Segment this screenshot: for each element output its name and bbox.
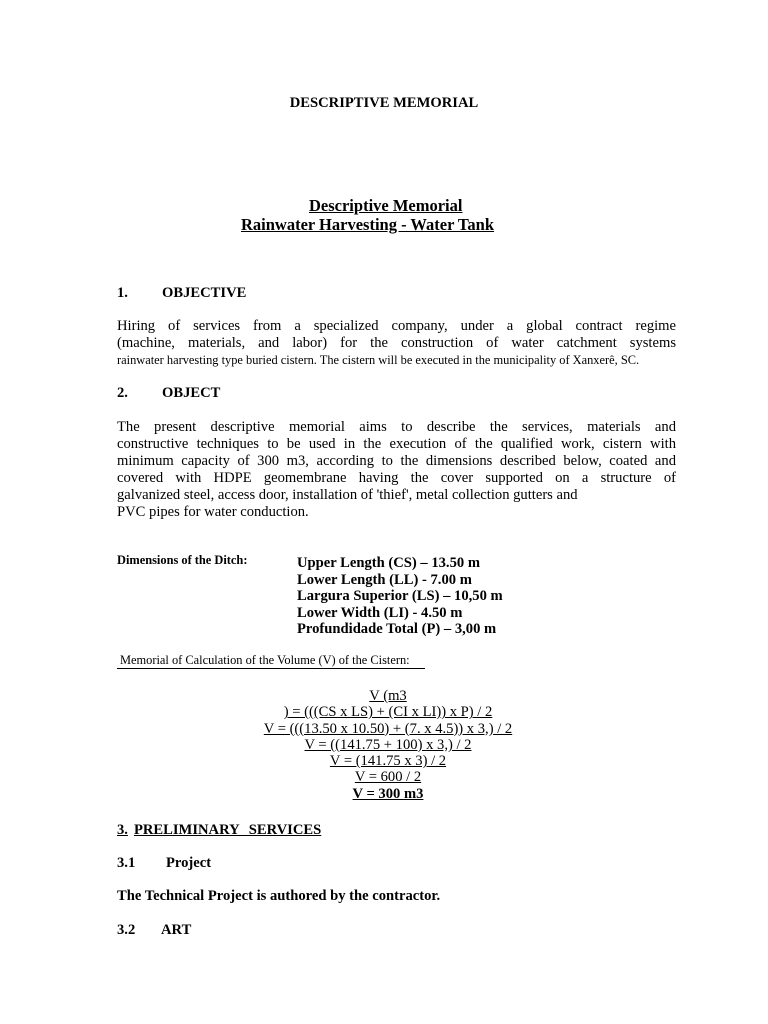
doc-title-line1 [309,196,462,215]
calc-line [0,688,768,704]
object-line: covered with HDPE geomembrane having the cover supported on a structure of [117,470,676,486]
doc-title-line2 [241,215,518,234]
calc-line [0,704,768,720]
dimension-item: Lower Width (LI) - 4.50 m [297,604,463,621]
header-title: DESCRIPTIVE MEMORIAL [289,95,479,111]
object-paragraph [117,419,676,521]
section-objective-title: OBJECTIVE [162,285,247,301]
calc-line [0,737,768,753]
doc-title-line2-text: Rainwater Harvesting - Water Tank [241,215,495,234]
subsection-project-text: The Technical Project is authored by the contractor. [117,888,441,904]
dimension-item: Lower Length (LL) - 7.00 m [297,571,472,588]
section-preliminary-number: 3. [117,822,128,838]
subsection-project-title: Project [166,855,212,871]
calc-line-text: ) = (((CS x LS) + (CI x LI)) x P) / 2 [283,704,493,721]
dimensions-list [297,555,503,638]
objective-line: rainwater harvesting type buried cistern. The cistern will be executed in the municipality of Xanxerê, SC. [117,353,640,367]
subsection-art-number: 3.2 [117,922,136,938]
section-objective-number: 1. [117,285,128,301]
calc-line [0,769,768,785]
calc-line-text: V (m3 [369,688,407,704]
calc-result-text: V = 300 m3 [352,785,424,802]
object-line: galvanized steel, access door, installation of 'thief', metal collection gutters and [117,487,578,503]
calc-line-text: V = ((141.75 + 100) x 3,) / 2 [304,736,472,753]
section-preliminary-heading [117,822,325,839]
doc-title-line1-text: Descriptive Memorial [309,196,463,215]
objective-paragraph [117,318,676,369]
objective-line: (machine, materials, and labor) for the construction of water catchment systems [117,335,676,351]
object-line: minimum capacity of 300 m3, according to the dimensions described below, coated and [117,453,676,469]
dimensions-label: Dimensions of the Ditch: [117,553,248,567]
section-object-number: 2. [117,385,128,401]
subsection-art-title: ART [161,922,192,938]
calc-line-text: V = (141.75 x 3) / 2 [329,753,447,770]
section-object-title: OBJECT [162,385,221,401]
dimension-item: Upper Length (CS) – 13.50 m [297,555,480,571]
objective-line: Hiring of services from a specialized company, under a global contract regime [117,318,676,334]
calc-line [0,753,768,769]
dimension-item: Largura Superior (LS) – 10,50 m [297,588,503,604]
object-line: constructive techniques to be used in the execution of the qualified work, cistern with [117,436,676,452]
calculation-block [0,688,768,802]
calculation-title: Memorial of Calculation of the Volume (V) of the Cistern: [117,653,425,669]
section-preliminary-title: PRELIMINARY SERVICES [133,822,322,838]
dimension-item: Profundidade Total (P) – 3,00 m [297,621,497,637]
calc-line [0,721,768,737]
calc-line-text: V = 600 / 2 [354,769,422,786]
calc-line-text: V = (((13.50 x 10.50) + (7. x 4.5)) x 3,) / 2 [263,720,513,737]
object-line: PVC pipes for water conduction. [117,504,309,520]
calc-result-line [0,786,768,802]
subsection-project-number: 3.1 [117,855,136,871]
object-line: The present descriptive memorial aims to describe the services, materials and [117,419,676,435]
